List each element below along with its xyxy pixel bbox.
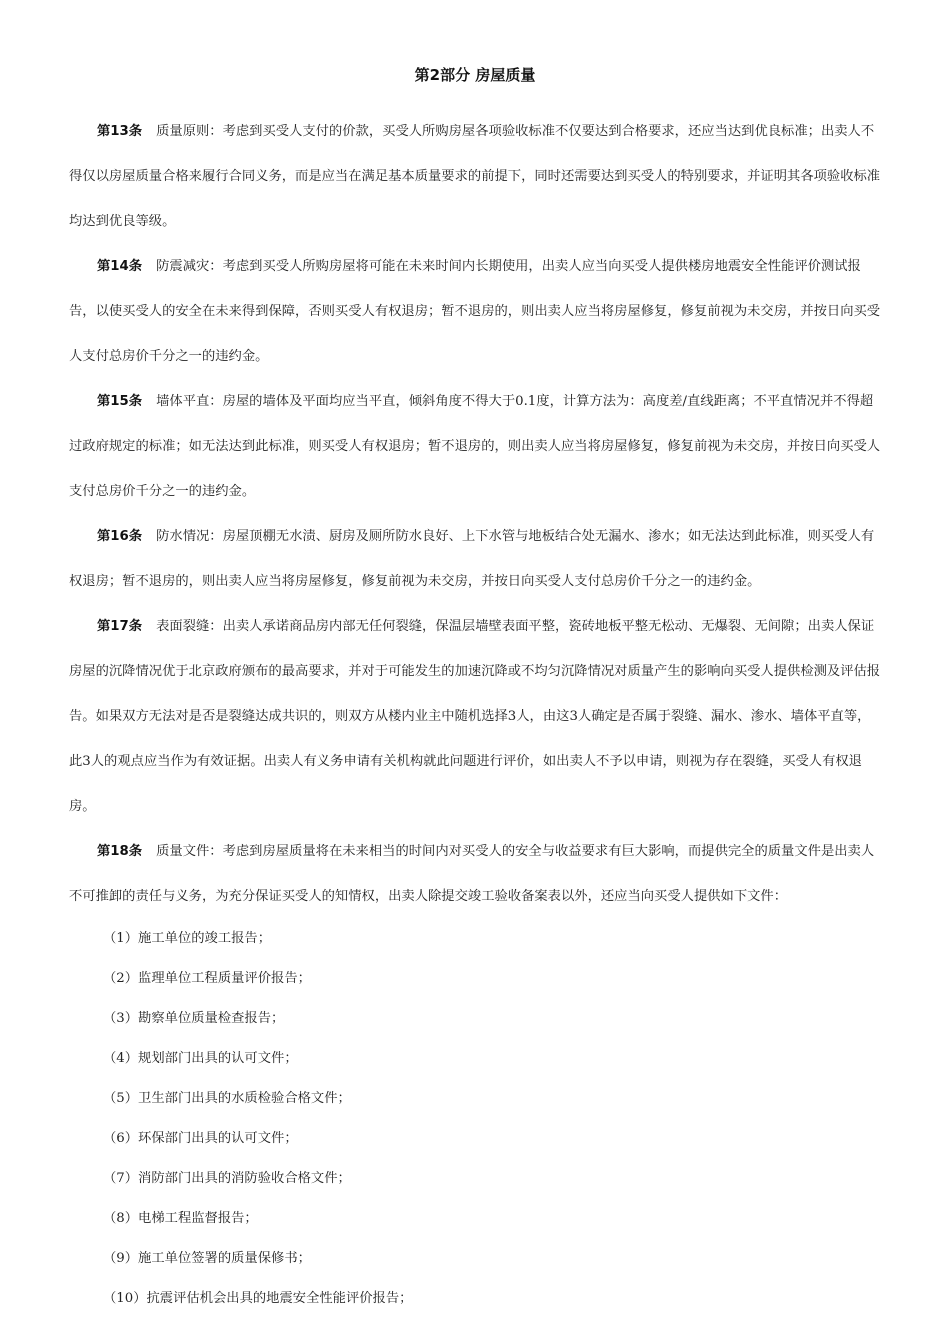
article-number: 第13条 (97, 124, 143, 139)
article-number: 第16条 (97, 529, 143, 544)
list-item: （10）抗震评估机会出具的地震安全性能评价报告； (103, 1291, 413, 1306)
article-16 (69, 514, 881, 604)
list-item: （1）施工单位的竣工报告； (103, 931, 272, 946)
document-list (69, 919, 881, 1319)
article-number: 第18条 (97, 844, 143, 859)
list-item: （6）环保部门出具的认可文件； (103, 1131, 298, 1146)
article-text: 表面裂缝：出卖人承诺商品房内部无任何裂缝，保温层墙壁表面平整，瓷砖地板平整无松动、无爆裂、无间隙；出卖人保证房屋的沉降情况优于北京政府颁布的最高要求，并对于可能发生的加速沉降或不均匀沉降情况对质量产生的影响向买受人提供检测及评估报告。如果双方无法对是否是裂缝达成共识的，则双方从楼内业主中随机选择3人，由这3人确定是否属于裂缝、漏水、渗水、墙体平直等，此3人的观点应当作为有效证据。出卖人有义务申请有关机构就此问题进行评价，如出卖人不予以申请，则视为存在裂缝，买受人有权退房。 (69, 619, 881, 814)
article-text: 质量原则：考虑到买受人支付的价款，买受人所购房屋各项验收标准不仅要达到合格要求，还应当达到优良标准；出卖人不得仅以房屋质量合格来履行合同义务，而是应当在满足基本质量要求的前提下，同时还需要达到买受人的特别要求，并证明其各项验收标准均达到优良等级。 (69, 124, 881, 229)
page-title: 第2部分 房屋质量 (414, 66, 536, 84)
article-number: 第14条 (97, 259, 143, 274)
list-item: （7）消防部门出具的消防验收合格文件； (103, 1171, 351, 1186)
article-text: 防水情况：房屋顶棚无水渍、厨房及厕所防水良好、上下水管与地板结合处无漏水、渗水；如无法达到此标准，则买受人有权退房；暂不退房的，则出卖人应当将房屋修复，修复前视为未交房，并按日向买受人支付总房价千分之一的违约金。 (69, 529, 875, 589)
article-text: 防震减灾：考虑到买受人所购房屋将可能在未来时间内长期使用，出卖人应当向买受人提供楼房地震安全性能评价测试报告，以使买受人的安全在未来得到保障，否则买受人有权退房；暂不退房的，则出卖人应当将房屋修复，修复前视为未交房，并按日向买受人支付总房价千分之一的违约金。 (69, 259, 881, 364)
list-item: （3）勘察单位质量检查报告； (103, 1011, 285, 1026)
article-14 (69, 244, 881, 379)
list-item: （4）规划部门出具的认可文件； (103, 1051, 298, 1066)
document-body (69, 109, 881, 1319)
list-item: （2）监理单位工程质量评价报告； (103, 971, 311, 986)
article-15 (69, 379, 881, 514)
article-18 (69, 829, 881, 919)
list-item: （5）卫生部门出具的水质检验合格文件； (103, 1091, 351, 1106)
list-item: （9）施工单位签署的质量保修书； (103, 1251, 311, 1266)
article-text: 质量文件：考虑到房屋质量将在未来相当的时间内对买受人的安全与收益要求有巨大影响，而提供完全的质量文件是出卖人不可推卸的责任与义务，为充分保证买受人的知情权，出卖人除提交竣工验收备案表以外，还应当向买受人提供如下文件： (69, 844, 875, 904)
article-17 (69, 604, 881, 829)
article-number: 第15条 (97, 394, 143, 409)
list-item: （8）电梯工程监督报告； (103, 1211, 258, 1226)
article-number: 第17条 (97, 619, 143, 634)
article-13 (69, 109, 881, 244)
article-text: 墙体平直：房屋的墙体及平面均应当平直，倾斜角度不得大于0.1度，计算方法为：高度差/直线距离；不平直情况并不得超过政府规定的标准；如无法达到此标准，则买受人有权退房；暂不退房的，则出卖人应当将房屋修复，修复前视为未交房，并按日向买受人支付总房价千分之一的违约金。 (69, 394, 881, 499)
